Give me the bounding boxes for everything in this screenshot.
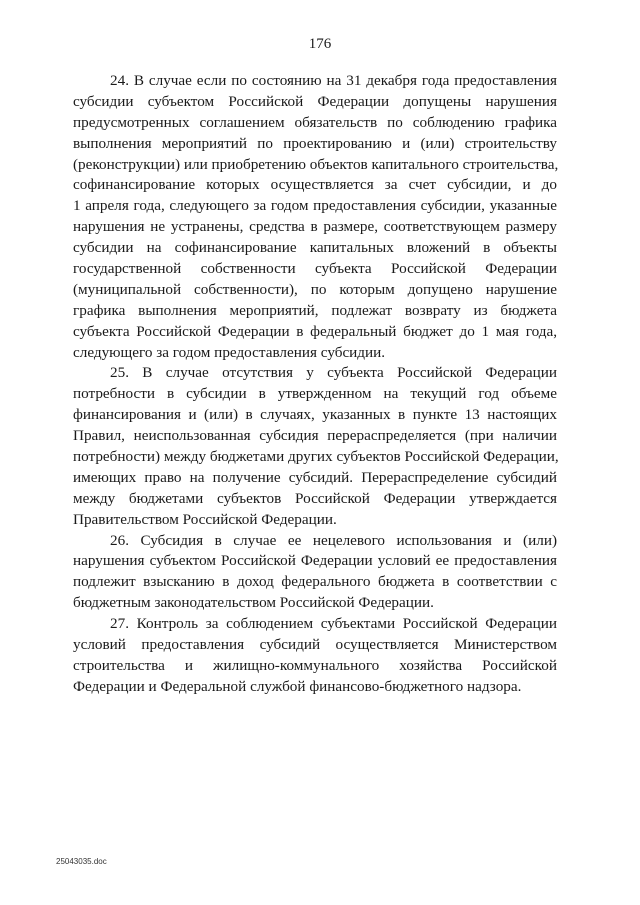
paragraph-line: между бюджетами субъектов Российской Федерации утверждается	[73, 489, 557, 507]
paragraph-p24	[73, 71, 557, 363]
paragraph-line: Правил, неиспользованная субсидия перераспределяется (при наличии	[73, 427, 557, 445]
paragraph-line: следующего за годом предоставления субсидии.	[73, 343, 386, 361]
paragraph-line: предусмотренных соглашением обязательств по соблюдению графика	[73, 113, 557, 131]
paragraph-line: бюджетным законодательством Российской Федерации.	[73, 594, 434, 612]
paragraph-line: Правительством Российской Федерации.	[73, 510, 337, 528]
paragraph-line: графика выполнения мероприятий, подлежат возврату из бюджета	[73, 301, 557, 319]
paragraph-line: (реконструкции) или приобретению объектов капитального строительства,	[73, 155, 559, 173]
paragraph-line: (муниципальной собственности), по которым допущено нарушение	[73, 280, 557, 298]
paragraph-line: подлежит взысканию в доход федерального бюджета в соответствии с	[73, 573, 557, 591]
page-number: 176	[308, 36, 332, 52]
paragraph-line: софинансирование которых осуществляется за счет субсидии, и до	[73, 176, 557, 194]
document-body	[73, 71, 557, 698]
paragraph-line: выполнения мероприятий по проектированию и (или) строительству	[73, 134, 557, 152]
paragraph-line: потребности) между бюджетами других субъектов Российской Федерации,	[73, 448, 559, 466]
paragraph-line: субъекта Российской Федерации в федеральный бюджет до 1 мая года,	[73, 322, 557, 340]
paragraph-line: 24. В случае если по состоянию на 31 декабря года предоставления	[110, 72, 557, 89]
paragraph-line: условий предоставления субсидий осуществляется Министерством	[73, 636, 557, 654]
paragraph-line: 27. Контроль за соблюдением субъектами Российской Федерации	[110, 615, 557, 633]
paragraph-line: субсидии на софинансирование капитальных вложений в объекты	[73, 239, 557, 257]
paragraph-line: 26. Субсидия в случае ее нецелевого использования и (или)	[110, 531, 557, 549]
paragraph-line: субсидии субъектом Российской Федерации допущены нарушения	[73, 92, 557, 110]
paragraph-line: 1 апреля года, следующего за годом предоставления субсидии, указанные	[73, 197, 557, 215]
paragraph-line: финансирования и (или) в случаях, указанных в пункте 13 настоящих	[73, 406, 557, 424]
paragraph-line: государственной собственности субъекта Российской Федерации	[73, 260, 557, 278]
paragraph-p27	[73, 614, 557, 698]
paragraph-line: нарушения субъектом Российской Федерации условий ее предоставления	[73, 552, 557, 570]
paragraph-line: нарушения не устранены, средства в размере, соответствующем размеру	[73, 218, 557, 236]
document-code: 25043035.doc	[56, 857, 107, 866]
paragraph-line: строительства и жилищно-коммунального хозяйства Российской	[73, 656, 557, 674]
paragraph-line: имеющих право на получение субсидий. Перераспределение субсидий	[73, 468, 557, 486]
paragraph-line: Федерации и Федеральной службой финансово-бюджетного надзора.	[73, 677, 522, 695]
paragraph-p26	[73, 531, 557, 615]
paragraph-line: потребности в субсидии в утвержденном на текущий год объеме	[73, 385, 557, 403]
paragraph-p25	[73, 363, 557, 530]
paragraph-line: 25. В случае отсутствия у субъекта Российской Федерации	[110, 364, 557, 382]
